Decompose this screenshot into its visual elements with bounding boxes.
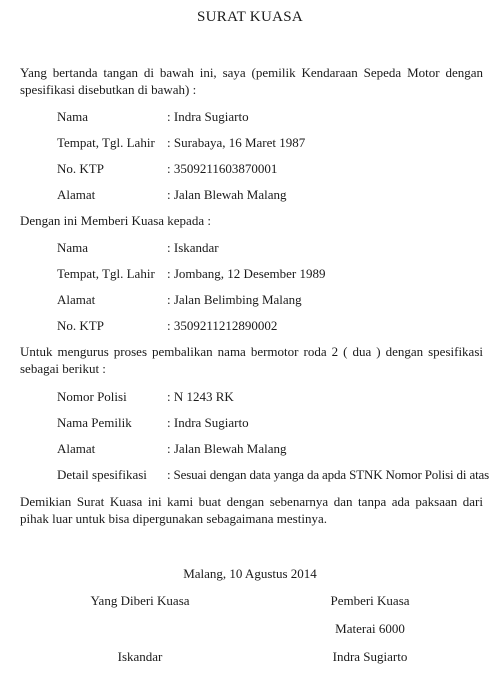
vehicle-row — [57, 440, 487, 457]
field-label: Tempat, Tgl. Lahir — [57, 135, 155, 150]
field-value: : Jalan Blewah Malang — [167, 441, 287, 456]
field-label: No. KTP — [57, 318, 104, 333]
grantor-row — [57, 134, 487, 151]
field-label: No. KTP — [57, 161, 104, 176]
field-value: : Surabaya, 16 Maret 1987 — [167, 135, 306, 150]
field-label: Alamat — [57, 187, 96, 202]
field-label: Nama Pemilik — [57, 415, 132, 430]
grantee-row — [57, 317, 487, 334]
field-label: Alamat — [57, 292, 96, 307]
field-label: Nama — [57, 240, 89, 255]
field-label: Alamat — [57, 441, 96, 456]
field-value: : N 1243 RK — [167, 389, 234, 404]
grantor-row — [57, 160, 487, 177]
field-value: : Sesuai dengan data yanga da apda STNK Nomor Polisi di atas — [167, 467, 490, 482]
field-value: : Jalan Blewah Malang — [167, 187, 287, 202]
field-label: Nama — [57, 109, 89, 124]
field-value: : 3509211603870001 — [167, 161, 278, 176]
field-label: Nomor Polisi — [57, 389, 127, 404]
field-value: : Indra Sugiarto — [167, 109, 249, 124]
grantee-row — [57, 291, 487, 308]
grantor-row — [57, 186, 487, 203]
purpose-paragraph: Untuk mengurus proses pembalikan nama bermotor roda 2 ( dua ) dengan spesifikasi sebagai berikut : — [20, 344, 483, 376]
field-label: Tempat, Tgl. Lahir — [57, 266, 155, 281]
field-value: : Iskandar — [167, 240, 219, 255]
grantee-row — [57, 239, 487, 256]
closing-paragraph: Demikian Surat Kuasa ini kami buat dengan sebenarnya dan tanpa ada paksaan dari pihak luar untuk bisa dipergunakan sebagaimana mestinya. — [20, 494, 483, 526]
grantee-role: Yang Diberi Kuasa — [90, 593, 190, 608]
vehicle-row — [57, 466, 490, 483]
field-value: : Indra Sugiarto — [167, 415, 249, 430]
field-label: Detail spesifikasi — [57, 467, 147, 482]
grantee-signature-name: Iskandar — [117, 649, 163, 664]
grant-heading: Dengan ini Memberi Kuasa kepada : — [20, 213, 211, 228]
letter-title: SURAT KUASA — [197, 9, 303, 25]
intro-paragraph: Yang bertanda tangan di bawah ini, saya (pemilik Kendaraan Sepeda Motor dengan spesifikasi disebutkan di bawah) : — [20, 65, 483, 97]
grantor-row — [57, 108, 487, 125]
stamp-duty-label: Materai 6000 — [335, 621, 405, 636]
grantee-row — [57, 265, 487, 282]
field-value: : 3509211212890002 — [167, 318, 278, 333]
field-value: : Jombang, 12 Desember 1989 — [167, 266, 326, 281]
place-date: Malang, 10 Agustus 2014 — [183, 566, 317, 581]
field-value: : Jalan Belimbing Malang — [167, 292, 302, 307]
grantor-role: Pemberi Kuasa — [330, 593, 410, 608]
grantor-signature-name: Indra Sugiarto — [332, 649, 408, 664]
vehicle-row — [57, 388, 487, 405]
vehicle-row — [57, 414, 487, 431]
